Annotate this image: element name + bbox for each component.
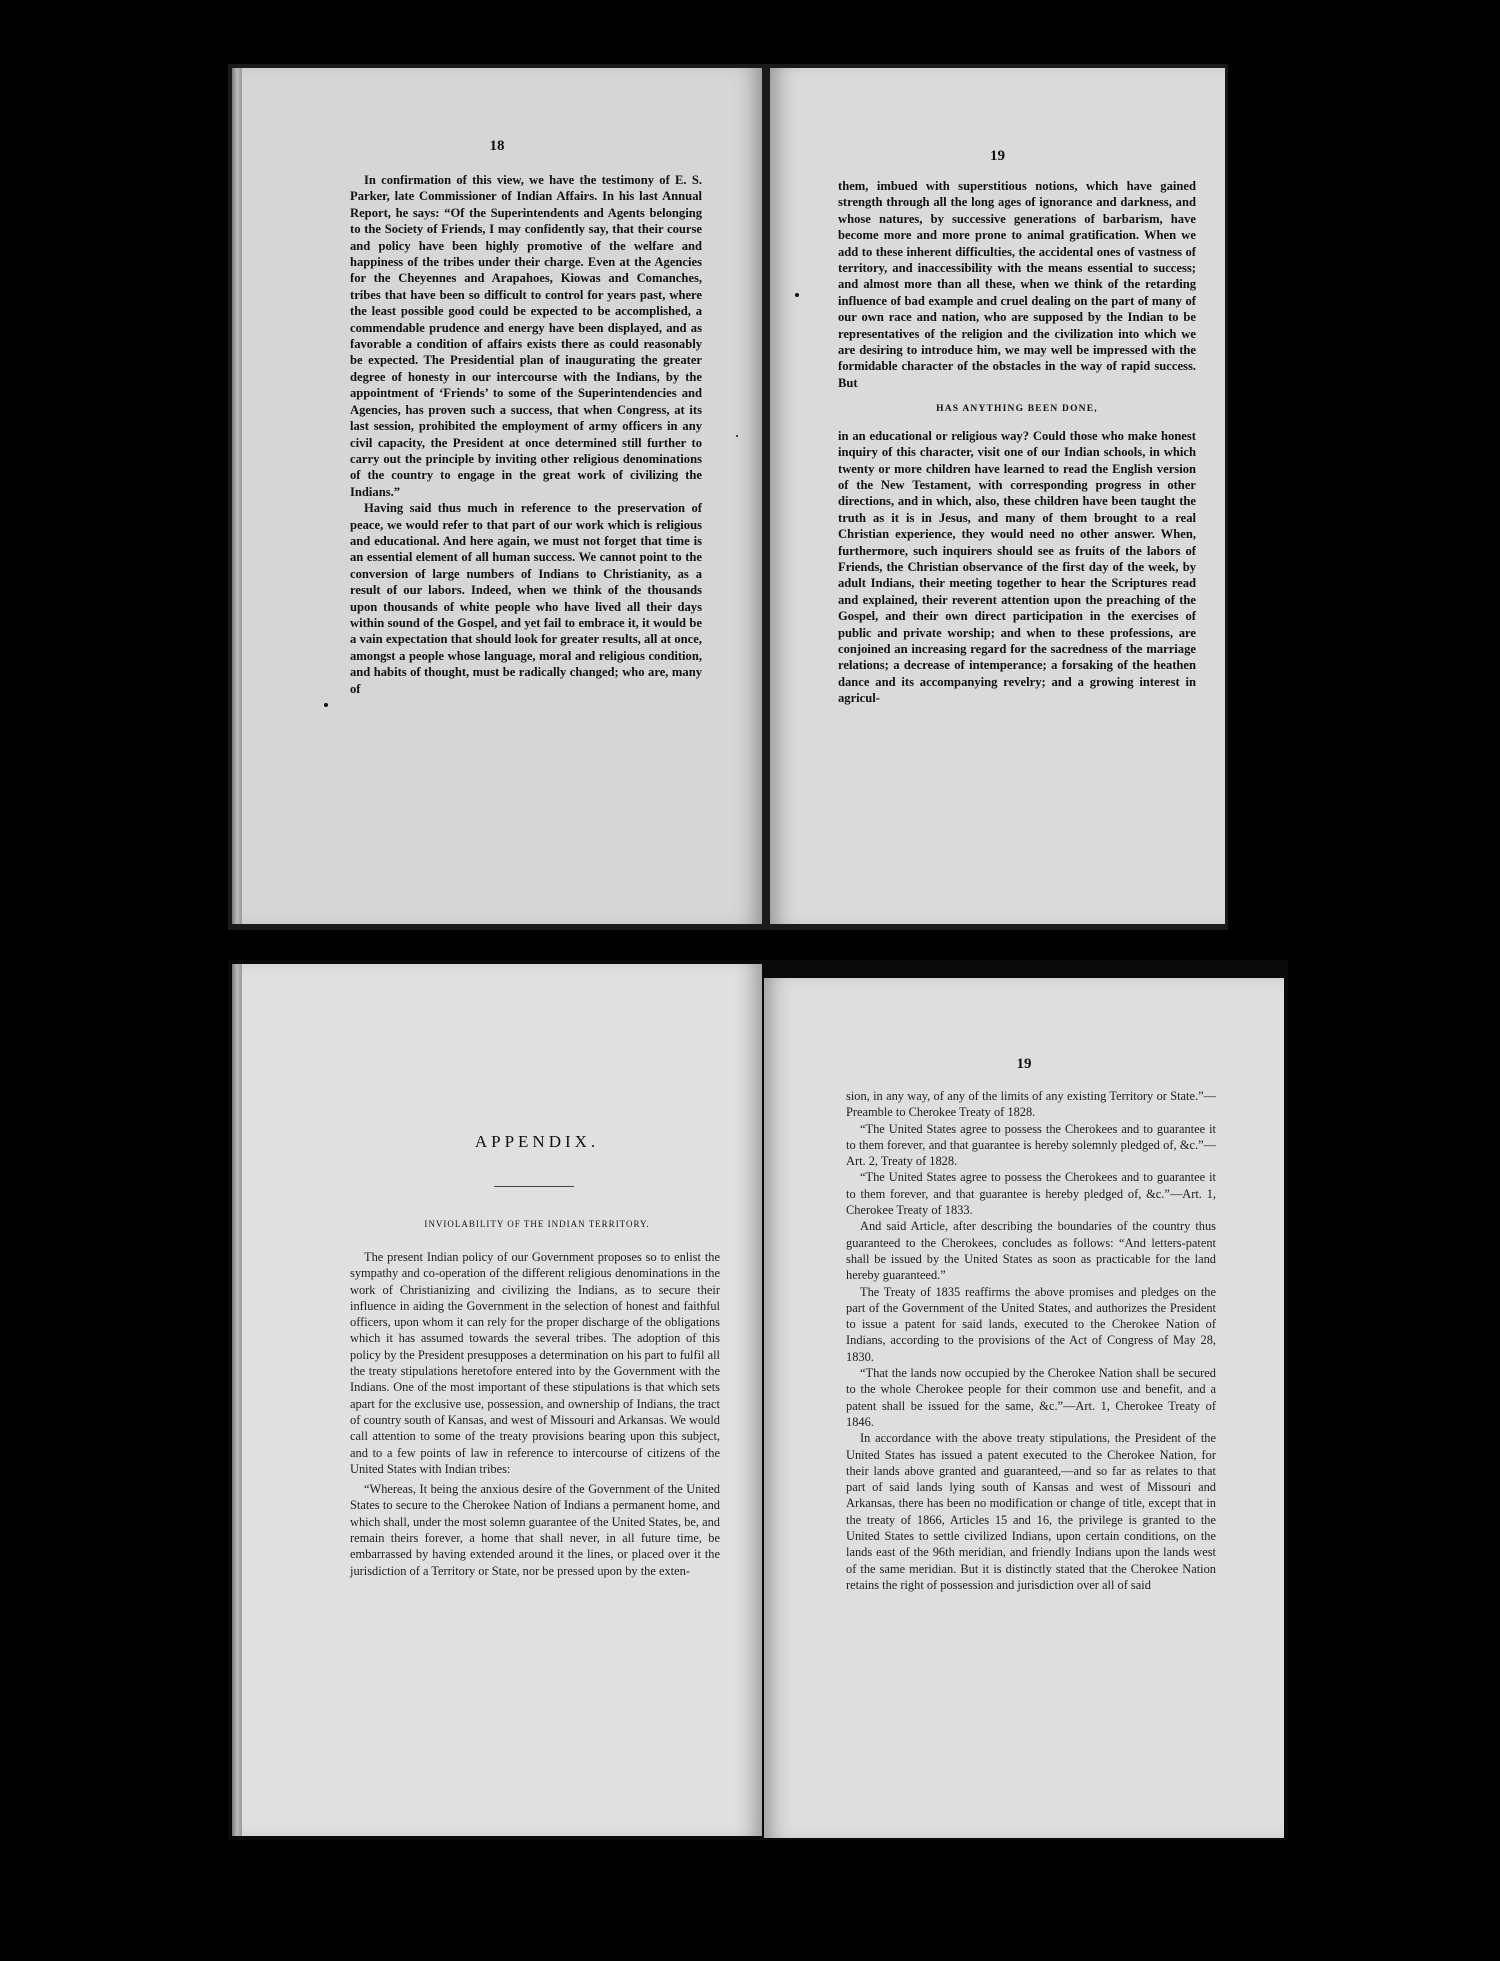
page-edge bbox=[232, 68, 242, 924]
paragraph: “That the lands now occupied by the Cherokee Nation shall be secured to the whole Cherokee people for their common use and benefit, and a patent shall be issued for the same, &c.”—Art. 1, Cherokee Treaty of 1846. bbox=[846, 1366, 1216, 1429]
paragraph: And said Article, after describing the boundaries of the country thus guaranteed to the Cherokees, concludes as follows: “And letters-patent shall be issued by the United States as soon as practicable for the land hereby guaranteed.” bbox=[846, 1219, 1216, 1283]
paragraph: Having said thus much in reference to the preservation of peace, we would refer to that part of our work which is religious and educational. And here again, we must not forget that time is an essential element of all human success. We cannot point to the conversion of large numbers of Indians to Christianity, as a result of our labors. Indeed, when we think of the thousands upon thousands of white people who have lived all their days within sound of the Gospel, and yet fail to embrace it, it would be a vain expectation that should look for greater results, all at once, amongst a people whose language, moral and religious condition, and habits of thought, must be radically changed; who are, many of bbox=[350, 501, 702, 696]
paragraph: sion, in any way, of any of the limits of any existing Territory or State.”—Preamble to Cherokee Treaty of 1828. bbox=[846, 1089, 1216, 1120]
bottom-right-page bbox=[764, 978, 1284, 1838]
top-left-page bbox=[232, 68, 762, 924]
paragraph: The present Indian policy of our Government proposes so to enlist the sympathy and co-operation of the different religious denominations in the work of Christianizing and civilizing the Indians, as to secure their influence in aiding the Government in the selection of honest and faithful officers, upon whom it can rely for the proper discharge of the obligations which it has assumed towards the several tribes. The adoption of this policy by the President presupposes a determination on his part to fulfil all the treaty stipulations heretofore entered into by the Government with the Indians. One of the most important of these stipulations is that which sets apart for the exclusive use, possession, and ownership of Indians, the tract of country south of Kansas, and west of Missouri and Arkansas. We would call attention to some of the treaty provisions bearing upon this subject, and to a few points of law in reference to intercourse of citizens of the United States with Indian tribes: bbox=[350, 1250, 720, 1476]
title-rule bbox=[494, 1186, 574, 1187]
paragraph: In accordance with the above treaty stipulations, the President of the United States has issued a patent executed to the Cherokee Nation, for their lands above granted and guaranteed,—and so far as relates to that part of said lands lying south of Kansas and west of Missouri and Arkansas, there has been no modification or change of title, except that in the treaty of 1866, Articles 15 and 16, the privilege is granted to the United States to settle civilized Indians, upon certain conditions, on the lands east of the 96th meridian, and friendly Indians upon the lands west of the same meridian. But it is distinctly stated that the Cherokee Nation retains the right of possession and jurisdiction over all of said bbox=[846, 1431, 1216, 1592]
page-edge bbox=[232, 964, 242, 1836]
appendix-title: APPENDIX. bbox=[474, 1132, 600, 1151]
appendix-subheading: INVIOLABILITY OF THE INDIAN TERRITORY. bbox=[424, 1219, 650, 1229]
paragraph: In confirmation of this view, we have the testimony of E. S. Parker, late Commissioner of Indian Affairs. In his last Annual Report, he says: “Of the Superintendents and Agents belonging to the Society of Friends, I may confidently say, that their course and policy have been highly promotive of the welfare and happiness of the tribes under their charge. Even at the Agencies for the Cheyennes and Arapahoes, Kiowas and Comanches, tribes that have been so difficult to control for years past, where the least possible good could be expected to be accomplished, a commendable prudence and energy have been displayed, and as favorable a condition of affairs exists there as could reasonably be expected. The Presidential plan of inaugurating the greater degree of honesty in our intercourse with the Indians, by the appointment of ‘Friends’ to some of the Superintendencies and Agencies, has proven such a success, that when Congress, at its last session, prohibited the employment of army officers in any civil capacity, the President at once determined still further to carry out the principle by inviting other religious denominations of the country to engage in the great work of civilizing the Indians.” bbox=[350, 173, 702, 499]
page-number: 19 bbox=[990, 148, 1005, 164]
top-right-page bbox=[770, 68, 1225, 924]
paragraph: The Treaty of 1835 reaffirms the above promises and pledges on the part of the Government of the United States, and authorizes the President to issue a patent for said lands, executed to the Cherokee Nation of Indians, according to the provisions of the Act of Congress of May 28, 1830. bbox=[846, 1284, 1216, 1364]
paragraph: “The United States agree to possess the Cherokees and to guarantee it to them forever, and that guarantee is hereby pledged of, &c.”—Art. 1, Cherokee Treaty of 1833. bbox=[846, 1170, 1216, 1218]
page-body-text bbox=[838, 178, 1196, 707]
paragraph: “The United States agree to possess the Cherokees and to guarantee it to them forever, and that guarantee is hereby solemnly pledged of, &c.”—Art. 2, Treaty of 1828. bbox=[846, 1121, 1216, 1169]
page-number: 18 bbox=[489, 138, 505, 154]
page-body-text bbox=[350, 172, 702, 697]
margin-mark bbox=[736, 435, 738, 437]
paragraph: “Whereas, It being the anxious desire of the Government of the United States to secure to the Cherokee Nation of Indians a permanent home, and which shall, under the most solemn guarantee of the United States, be, and remain theirs forever, a home that shall never, in all future time, be embarrassed by having extended around it the lines, or placed over it the jurisdiction of a Territory or State, nor be pressed upon by the exten- bbox=[350, 1482, 720, 1578]
section-heading: HAS ANYTHING BEEN DONE, bbox=[936, 404, 1098, 415]
margin-mark bbox=[324, 703, 328, 707]
page-number: 19 bbox=[1016, 1056, 1032, 1072]
paragraph: them, imbued with superstitious notions, which have gained strength through all the long ages of ignorance and darkness, and whose natures, by successive generations of barbarism, have become more and more prone to animal gratification. When we add to these inherent difficulties, the accidental ones of vastness of territory, and inaccessibility with the means essential to success; and almost more than all these, when we think of the retarding influence of bad example and cruel dealing on the part of many of our own race and nation, who are supposed by the Indian to be representatives of the religion and the civilization into which we are desiring to introduce him, we may well be impressed with the formidable character of the obstacles in the way of rapid success. But bbox=[838, 179, 1196, 390]
paragraph: in an educational or religious way? Could those who make honest inquiry of this character, visit one of our Indian schools, in which twenty or more children have learned to read the English version of the New Testament, with corresponding progress in other directions, and in which, also, these children have been taught the truth as it is in Jesus, and many of them brought to a real Christian experience, they would need no other answer. When, furthermore, such inquirers should see as fruits of the labors of Friends, the Christian observance of the first day of the week, by adult Indians, their meeting together to hear the Scriptures read and explained, their reverent attention upon the preaching of the Gospel, and their own direct participation in the exercises of public and private worship; and when to these professions, are conjoined an increasing regard for the sacredness of the marriage relations; a decrease of intemperance; a forsaking of the heathen dance and its accompanying revelry; and a growing interest in agricul- bbox=[838, 428, 1196, 706]
margin-mark bbox=[795, 293, 799, 297]
page-body-text bbox=[846, 1088, 1216, 1593]
bottom-left-page bbox=[232, 964, 762, 1836]
page-body-text bbox=[350, 1249, 720, 1579]
